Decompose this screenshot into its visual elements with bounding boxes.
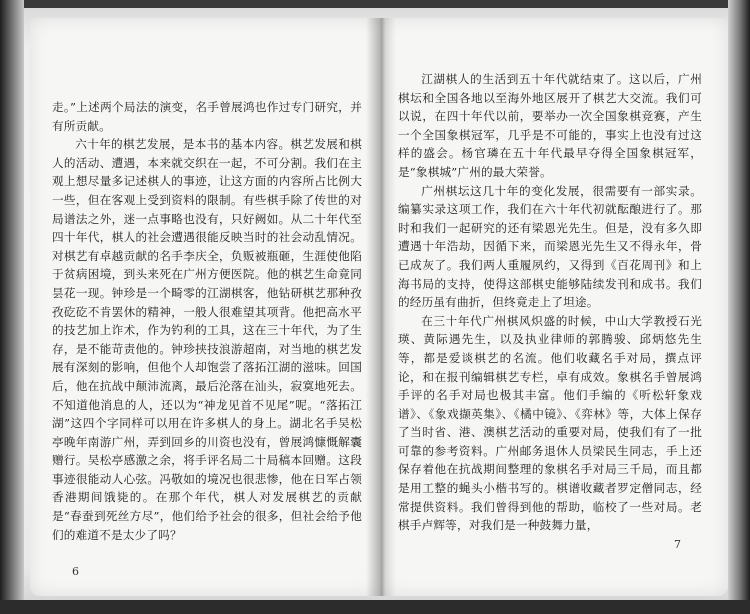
scan-bottom-border bbox=[0, 600, 750, 614]
right-paragraph-1: 江湖棋人的生活到五十年代就结束了。这以后，广州棋坛和全国各地以至海外地区展开了棋艺大交流。我们可以说，在四十年代以前，要举办一次全国象棋竞赛，产生一个全国象棋冠军，几乎是不可能的，事实上也没有过这样的盛会。杨官璘在五十年代最早夺得全国象棋冠军，是“象棋城”广州的最大荣誉。 bbox=[398, 72, 702, 179]
book-left-edge bbox=[0, 0, 24, 614]
left-page-number: 6 bbox=[72, 565, 79, 578]
left-page-text bbox=[52, 98, 362, 544]
book-gutter bbox=[366, 18, 396, 596]
book-right-edge bbox=[728, 0, 750, 614]
right-page-number: 7 bbox=[674, 538, 681, 551]
right-paragraph-2: 广州棋坛这几十年的变化发展，很需要有一部实录。编纂实录这项工作，我们在六十年代初就酝酿进行了。那时和我们一起研究的还有梁恩光先生。但是，没有多久即遭遇十年浩劫，因循下来，而梁恩光先生又不得永年，骨已成灰了。我们两人重履夙约，又得到《百花周刊》和上海书局的支持，使得这部棋史能够陆续发刊和成书。我们的经历虽有曲折，但终竟走上了坦途。 bbox=[398, 183, 702, 310]
right-page-text bbox=[398, 70, 702, 535]
right-paragraph-3: 在三十年代广州棋风炽盛的时候，中山大学教授石光瑛、黄际遇先生，以及执业律师的郭腾骏、邱炳悠先生等，都是爱谈棋艺的名流。他们收藏名手对局，撰点评论，和在报刊编辑棋艺专栏，卓有成效。象棋名手曾展鸿手评的名手对局也极其丰富。他们手编的《听松轩象戏谱》、《象戏撷英集》、《橘中镜》、《弈林》等，大体上保存了当时省、港、澳棋艺活动的重要对局，使我们有了一批可靠的参考资料。广州邮务退休人员梁民生同志，手上还保存着他在抗战期间整理的象棋名手对局三千局，而且都是用工整的蝇头小楷书写的。棋谱收藏者罗定僧同志，经常提供资料。我们曾得到他的帮助，临校了一些对局。老棋手卢辉等，对我们是一种鼓舞力量， bbox=[398, 313, 702, 533]
left-paragraph-1: 走。”上述两个局法的演变，名手曾展鸿也作过专门研究，并有所贡献。 bbox=[52, 100, 362, 133]
scan-top-border bbox=[0, 0, 750, 8]
left-paragraph-2: 六十年的棋艺发展，是本书的基本内容。棋艺发展和棋人的活动、遭遇，本来就交织在一起，不可分割。我们在主观上想尽量多记述棋人的事迹，让这方面的内容所占比例大一些，但在客观上受到资料的限制。有些棋手除了传世的对局谱法之外，迷一点事略也没有，只好阙如。从二十年代至四十年代，棋人的社会遭遇很能反映当时的社会动乱情况。对棋艺有卓越贡献的名手李庆全，负贩被瓶砸，生涯使他陷于贫病困境，到头来死在广州方便医院。他的棋艺生命竟同昙花一现。钟珍是一个畸零的江湖棋客，他钻研棋艺那种孜孜矻矻不肯罢休的精神，一般人很难望其项背。他把高水平的技艺加上诈术，作为钓利的工具，这在三十年代，为了生存，是不能苛责他的。钟珍挟技浪游超南，对当地的棋艺发展有深刻的影响，但他个人却饱尝了落拓江湖的滋味。回国后，他在抗战中颠沛流离，最后沦落在汕头，寂寞地死去。不知道他消息的人，还以为“神龙见首不见尾”呢。“落拓江湖”这四个字同样可以用在许多棋人的身上。湖北名手吴松亭晚年南游广州，弄到回乡的川资也没有，曾展鸿慷慨解囊赠行。吴松亭感激之余，将手评名局二十局稿本回赠。这段事迹很能动人心弦。冯敬如的境况也很悲惨，他在日军占领香港期间饿毙的。在那个年代，棋人对发展棋艺的贡献是“春蚕到死丝方尽”，他们给予社会的很多，但社会给予他们的难道不是太少了吗？ bbox=[52, 137, 362, 542]
